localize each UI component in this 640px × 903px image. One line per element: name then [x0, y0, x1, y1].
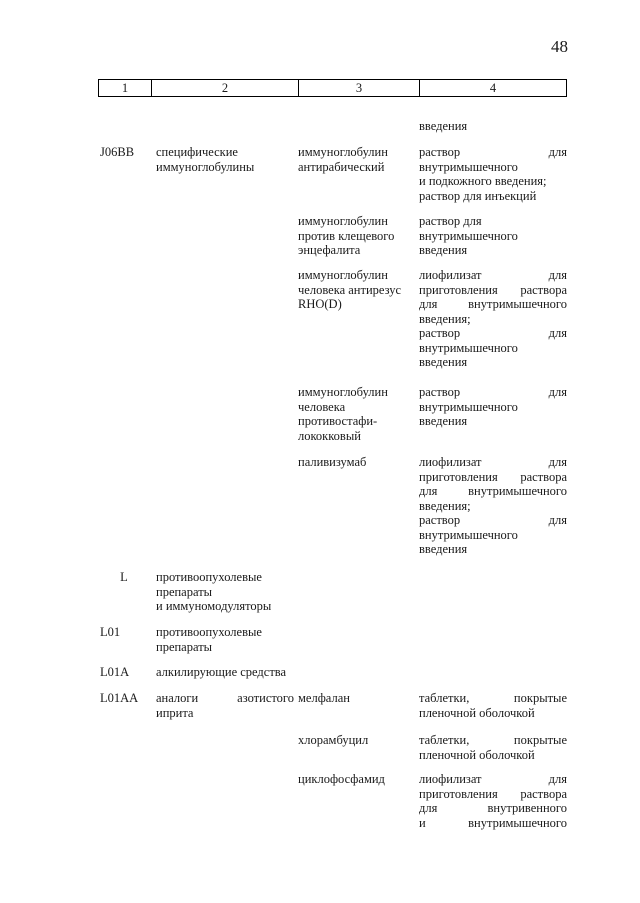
text-line: внутримышечного — [419, 399, 518, 414]
dosage-form-cell — [419, 691, 567, 720]
text-line: иприта — [156, 705, 194, 720]
text-line: препараты — [156, 584, 213, 599]
text-line: для внутривенного — [419, 801, 567, 815]
dosage-form-cell — [419, 214, 567, 258]
text-line: пленочной оболочкой — [419, 705, 535, 720]
text-line: против клещевого — [298, 228, 395, 243]
text-line: противоопухолевые — [156, 625, 262, 639]
page-number: 48 — [551, 37, 568, 56]
dosage-form-cell — [419, 268, 567, 370]
text-line: специфические — [156, 145, 238, 159]
text-line: раствор для — [419, 513, 567, 527]
text-line: внутримышечного — [419, 527, 518, 542]
atc-group-cell — [156, 145, 294, 174]
text-line: паливизумаб — [298, 455, 367, 469]
text-line: введения; — [419, 498, 471, 513]
dosage-form-cell — [419, 733, 567, 762]
text-line: и внутримышечного — [419, 815, 567, 830]
text-line: для внутримышечного — [419, 297, 567, 311]
text-line: лиофилизат для — [419, 772, 567, 786]
text-line: для внутримышечного — [419, 484, 567, 498]
column-header-2: 2 — [152, 80, 299, 97]
text-line: иммуноглобулин — [298, 214, 388, 228]
text-line: внутримышечного — [419, 340, 518, 355]
atc-group-cell — [156, 570, 294, 614]
column-header-3: 3 — [299, 80, 420, 97]
atc-code-cell: L01 — [100, 625, 121, 639]
atc-code-cell: L01AA — [100, 691, 139, 705]
text-line: хлорамбуцил — [298, 733, 369, 747]
text-line: таблетки, покрытые — [419, 691, 567, 705]
text-line: аналоги азотистого — [156, 691, 294, 705]
text-line: лиофилизат для — [419, 455, 567, 469]
text-line: таблетки, покрытые — [419, 733, 567, 747]
atc-group-cell — [156, 691, 294, 720]
drug-name-cell — [298, 691, 416, 706]
drug-name-cell — [298, 145, 416, 174]
text-line: раствор для — [419, 385, 567, 399]
column-header-4: 4 — [420, 80, 567, 97]
text-line: введения — [419, 243, 468, 257]
dosage-form-cell — [419, 145, 567, 203]
dosage-form-cell — [419, 772, 567, 830]
text-line: и подкожного введения; — [419, 174, 547, 188]
text-line: и иммуномодуляторы — [156, 599, 272, 613]
text-line: иммуноглобулин — [298, 268, 388, 282]
text-line: внутримышечного — [419, 228, 518, 243]
atc-code-cell: J06BB — [100, 145, 135, 159]
text-line: противостафи- — [298, 414, 378, 428]
text-line: приготовления раствора — [419, 282, 567, 297]
text-line: иммуноглобулин — [298, 385, 388, 399]
atc-group-cell — [156, 665, 294, 680]
text-line: внутримышечного — [419, 159, 518, 174]
atc-code-cell: L — [120, 570, 128, 584]
text-line: RHO(D) — [298, 297, 342, 311]
text-line: мелфалан — [298, 691, 350, 705]
text-line: иммуноглобулин — [298, 145, 388, 159]
drug-name-cell — [298, 385, 416, 443]
dosage-form-cell — [419, 455, 567, 557]
text-line: приготовления раствора — [419, 786, 567, 801]
text-line: иммуноглобулины — [156, 159, 255, 174]
text-line: циклофосфамид — [298, 772, 385, 786]
text-line: введения — [419, 414, 468, 428]
column-header-1: 1 — [99, 80, 152, 97]
text-line: приготовления раствора — [419, 469, 567, 484]
drug-name-cell — [298, 772, 416, 787]
atc-code-cell: L01A — [100, 665, 130, 679]
dosage-form-cell — [419, 119, 567, 134]
text-line: раствор для инъекций — [419, 188, 537, 203]
dosage-form-cell — [419, 385, 567, 429]
drug-name-cell — [298, 214, 416, 258]
text-line: лиофилизат для — [419, 268, 567, 282]
text-line: человека антирезус — [298, 282, 402, 297]
text-line: введения; — [419, 311, 471, 326]
text-line: раствор для — [419, 326, 567, 340]
drug-name-cell — [298, 268, 416, 312]
text-line: раствор для — [419, 214, 482, 228]
drug-name-cell — [298, 455, 416, 470]
text-line: энцефалита — [298, 243, 361, 257]
text-line: лококковый — [298, 428, 361, 443]
text-line: пленочной оболочкой — [419, 747, 535, 762]
atc-group-cell — [156, 625, 294, 654]
text-line: препараты — [156, 639, 213, 654]
text-line: противоопухолевые — [156, 570, 262, 584]
drug-name-cell — [298, 733, 416, 748]
text-line: алкилирующие средства — [156, 665, 287, 679]
text-line: введения — [419, 119, 468, 133]
column-header-row — [98, 79, 567, 97]
text-line: введения — [419, 355, 468, 369]
text-line: человека — [298, 399, 346, 414]
text-line: введения — [419, 542, 468, 556]
text-line: антирабический — [298, 159, 385, 174]
text-line: раствор для — [419, 145, 567, 159]
